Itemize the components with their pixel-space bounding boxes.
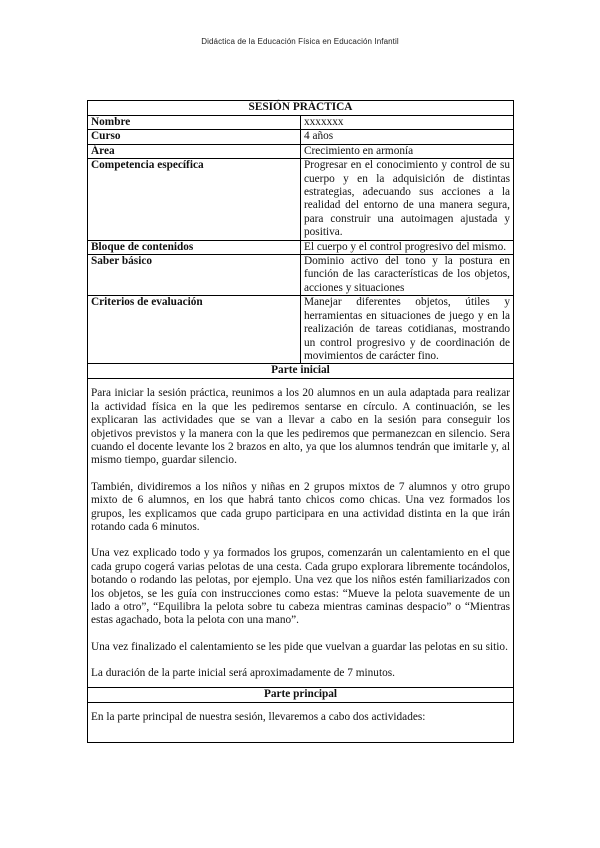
label-bloque: Bloque de contenidos <box>88 240 301 254</box>
row-criterios <box>88 296 514 364</box>
row-curso <box>88 130 514 144</box>
label-curso: Curso <box>88 130 301 144</box>
row-bloque <box>88 240 514 254</box>
label-saber: Saber básico <box>88 255 301 296</box>
inicial-body-row <box>88 379 514 687</box>
value-saber: Dominio activo del tono y la postura en función de las características de los objetos, acciones y situaciones <box>301 255 514 296</box>
paragraph: Una vez explicado todo y ya formados los grupos, comenzarán un calentamiento en el que cada grupo cogerá varias pelotas de una cesta. Cada grupo explorara libremente tocándolos, botando o rodando las pelotas, por ejemplo. Una vez que los niños estén familiarizados con los objetos, se les guía con instrucciones como estas: “Mueve la pelota suavemente de un lado a otro”, “Equilibra la pelota sobre tu cabeza mientras caminas despacio” o “Mientras estas agachado, bota la pelota con una mano”. <box>91 547 510 627</box>
paragraph: La duración de la parte inicial será aproximadamente de 7 minutos. <box>91 667 395 680</box>
principal-heading-row <box>88 687 514 702</box>
paragraph: Una vez finalizado el calentamiento se les pide que vuelvan a guardar las pelotas en su sitio. <box>91 640 508 653</box>
paragraph: También, dividiremos a los niños y niñas en 2 grupos mixtos de 7 alumnos y otro grupo mixto de 6 alumnos, en los que habrá tanto chicos como chicas. Una vez formados los grupos, les explicamos que cada grupo participara en una actividad distinta en la que irán rotando cada 6 minutos. <box>91 480 510 533</box>
section-body-principal <box>88 702 514 742</box>
paragraph: En la parte principal de nuestra sesión, llevaremos a cabo dos actividades: <box>91 710 426 723</box>
value-bloque: El cuerpo y el control progresivo del mismo. <box>301 240 514 254</box>
session-sheet <box>87 100 514 743</box>
value-criterios: Manejar diferentes objetos, útiles y herramientas en situaciones de juego y en la realización de tareas cotidianas, mostrando un control progresivo y de coordinación de movimientos de carácter fino. <box>301 296 514 364</box>
label-criterios: Criterios de evaluación <box>88 296 301 364</box>
page-header: Didáctica de la Educación Física en Educación Infantil <box>201 37 399 46</box>
row-nombre <box>88 116 514 130</box>
sheet-title: SESIÓN PRÁCTICA <box>88 101 514 116</box>
value-nombre: xxxxxxx <box>301 116 514 130</box>
principal-body-row <box>88 702 514 742</box>
section-body-inicial <box>88 379 514 687</box>
row-saber <box>88 255 514 296</box>
row-area <box>88 144 514 158</box>
section-heading-inicial: Parte inicial <box>88 364 514 379</box>
label-competencia: Competencia específica <box>88 159 301 240</box>
sheet-title-row <box>88 101 514 116</box>
row-competencia <box>88 159 514 240</box>
label-nombre: Nombre <box>88 116 301 130</box>
value-area: Crecimiento en armonía <box>301 144 514 158</box>
label-area: Área <box>88 144 301 158</box>
value-curso: 4 años <box>301 130 514 144</box>
paragraph: Para iniciar la sesión práctica, reunimos a los 20 alumnos en un aula adaptada para realizar la actividad física en la que les pediremos sentarse en círculo. A continuación, se les explicaran las actividades que se van a llevar a cabo en la sesión para conseguir los objetivos previstos y la manera con la que les pediremos que permanezcan en silencio. Sera cuando el docente levante los 2 brazos en alto, ya que los alumnos tendrán que imitarle y, al mismo tiempo, guardar silencio. <box>91 387 510 467</box>
section-heading-principal: Parte principal <box>88 687 514 702</box>
value-competencia: Progresar en el conocimiento y control de su cuerpo y en la adquisición de distintas estrategias, adecuando sus acciones a la realidad del entorno de una manera segura, para construir una autoimagen ajustada y positiva. <box>301 159 514 240</box>
inicial-heading-row <box>88 364 514 379</box>
